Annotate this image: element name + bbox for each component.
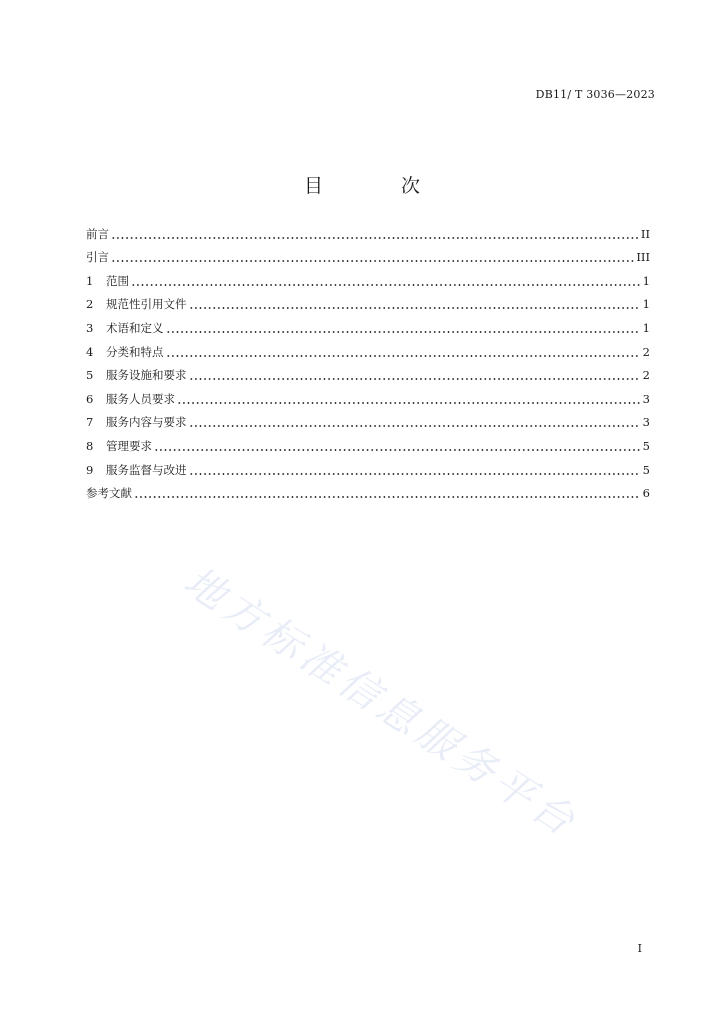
- page-number: I: [637, 942, 642, 955]
- toc-entry-terms-definitions[interactable]: [86, 312, 650, 336]
- toc-entry-supervision[interactable]: [86, 454, 650, 478]
- dot-leader: [131, 284, 640, 286]
- toc-entry-scope[interactable]: [86, 265, 650, 289]
- toc-entry-introduction[interactable]: [86, 242, 650, 266]
- toc-entry-label: 前言: [86, 226, 109, 241]
- dot-leader: [189, 378, 641, 380]
- toc-entry-bibliography[interactable]: [86, 478, 650, 502]
- toc-entry-page: 5: [642, 438, 650, 453]
- toc-entry-label: 术语和定义: [106, 320, 164, 335]
- toc-entry-page: 3: [642, 415, 650, 430]
- toc-entry-number: 6: [86, 391, 94, 406]
- toc-entry-management[interactable]: [86, 430, 650, 454]
- toc-entry-page: 1: [642, 320, 650, 335]
- dot-leader: [111, 237, 639, 239]
- dot-leader: [189, 425, 641, 427]
- toc-entry-number: 5: [86, 368, 94, 383]
- toc-entry-label: 服务人员要求: [106, 391, 175, 406]
- toc-entry-label: 规范性引用文件: [106, 297, 187, 312]
- toc-entry-classification[interactable]: [86, 336, 650, 360]
- toc-entry-number: 9: [86, 462, 94, 477]
- toc-entry-foreword[interactable]: [86, 218, 650, 242]
- toc-entry-label: 引言: [86, 250, 109, 265]
- toc-entry-page: III: [636, 250, 650, 265]
- toc-entry-page: 2: [642, 344, 650, 359]
- toc-entry-service-facilities[interactable]: [86, 360, 650, 384]
- dot-leader: [189, 473, 641, 475]
- toc-entry-service-personnel[interactable]: [86, 383, 650, 407]
- toc-entry-number: 4: [86, 344, 94, 359]
- toc-entry-number: 8: [86, 438, 94, 453]
- toc-entry-label: 服务设施和要求: [106, 368, 187, 383]
- toc-entry-page: 1: [642, 273, 650, 288]
- toc-entry-page: 6: [642, 486, 650, 501]
- dot-leader: [134, 496, 640, 498]
- toc-entry-label: 分类和特点: [106, 344, 164, 359]
- table-of-contents: [86, 218, 650, 501]
- toc-entry-label: 管理要求: [106, 438, 152, 453]
- toc-entry-label: 参考文献: [86, 486, 132, 501]
- dot-leader: [189, 307, 641, 309]
- toc-entry-label: 服务监督与改进: [106, 462, 187, 477]
- toc-entry-page: 2: [642, 368, 650, 383]
- dot-leader: [166, 331, 641, 333]
- toc-entry-page: 1: [642, 297, 650, 312]
- toc-entry-page: 3: [642, 391, 650, 406]
- toc-entry-page: 5: [642, 462, 650, 477]
- watermark: 地方标准信息服务平台: [175, 558, 587, 848]
- toc-entry-number: 1: [86, 273, 94, 288]
- toc-entry-label: 服务内容与要求: [106, 415, 187, 430]
- toc-entry-service-content[interactable]: [86, 407, 650, 431]
- dot-leader: [166, 355, 641, 357]
- document-code: DB11/ T 3036—2023: [535, 88, 655, 101]
- dot-leader: [111, 260, 634, 262]
- dot-leader: [177, 402, 640, 404]
- toc-title: 目 次: [303, 174, 457, 197]
- toc-entry-number: 3: [86, 320, 94, 335]
- toc-entry-number: 2: [86, 297, 94, 312]
- toc-entry-label: 范围: [106, 273, 129, 288]
- toc-entry-number: 7: [86, 415, 94, 430]
- toc-entry-page: II: [640, 226, 650, 241]
- dot-leader: [154, 449, 640, 451]
- toc-entry-normative-references[interactable]: [86, 289, 650, 313]
